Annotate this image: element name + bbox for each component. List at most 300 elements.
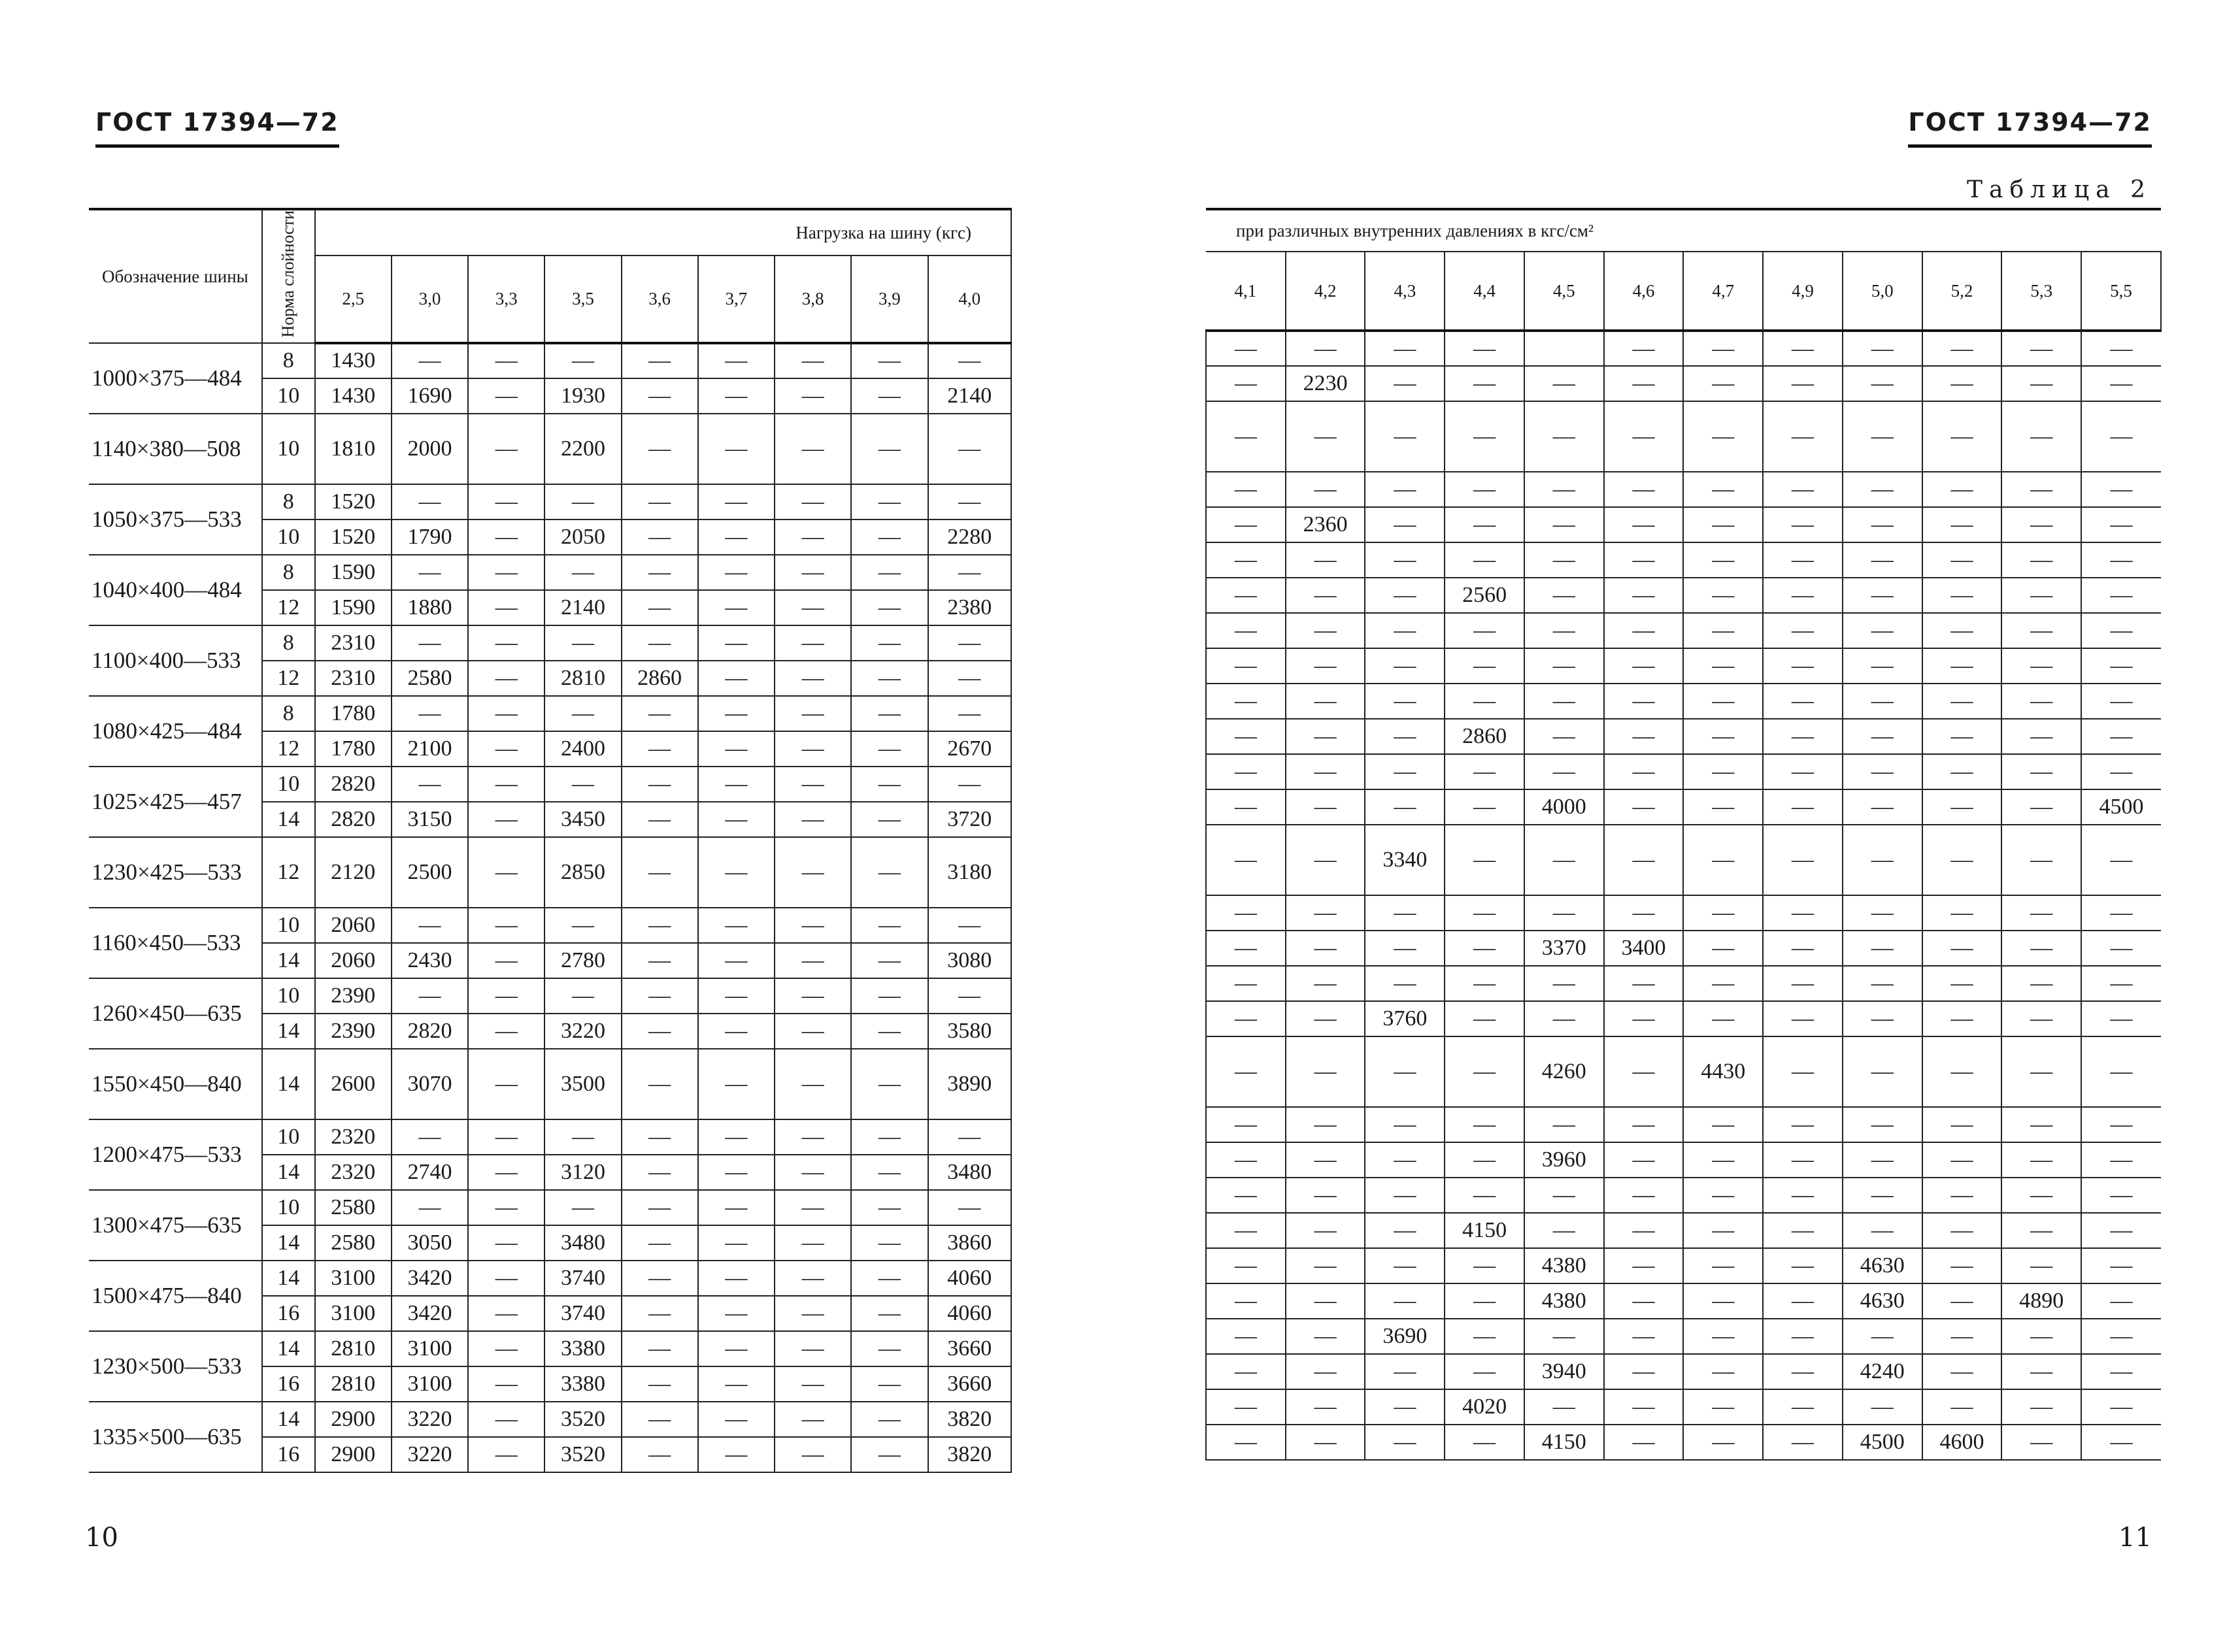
load-value: — (851, 1225, 928, 1261)
load-value: — (928, 625, 1012, 661)
load-value: — (775, 837, 851, 908)
load-value: 3340 (1365, 825, 1445, 895)
load-value: — (1922, 1213, 2002, 1248)
load-value: — (1683, 1319, 1763, 1354)
load-value: — (2081, 966, 2161, 1001)
load-value: — (1524, 472, 1604, 507)
ply-rating: 10 (262, 767, 315, 802)
load-value: — (1683, 754, 1763, 789)
ply-rating: 14 (262, 1331, 315, 1366)
load-value: — (698, 343, 775, 378)
load-value: — (1365, 472, 1445, 507)
load-value: — (1604, 1213, 1684, 1248)
load-value: — (1206, 648, 1286, 684)
tire-designation: 1200×475—533 (89, 1119, 262, 1190)
table-row (89, 555, 1011, 590)
load-value: — (1604, 472, 1684, 507)
tire-designation: 1140×380—508 (89, 414, 262, 484)
ply-rating: 8 (262, 625, 315, 661)
load-value: — (1365, 542, 1445, 578)
load-value: — (2081, 684, 2161, 719)
load-value: 2390 (315, 1014, 392, 1049)
load-value: — (1286, 754, 1365, 789)
load-value: — (2001, 331, 2081, 366)
load-value: 3860 (928, 1225, 1012, 1261)
load-value: — (1763, 1425, 1843, 1460)
load-value: — (775, 661, 851, 696)
load-value: — (1365, 1142, 1445, 1178)
load-value: 3660 (928, 1331, 1012, 1366)
load-value: — (1286, 613, 1365, 648)
load-value: — (698, 1437, 775, 1472)
load-value: — (2001, 578, 2081, 613)
load-value: — (851, 590, 928, 625)
ply-rating: 8 (262, 555, 315, 590)
load-value: — (2001, 1319, 2081, 1354)
load-value: — (851, 520, 928, 555)
load-value: — (2001, 1001, 2081, 1036)
load-value: — (1922, 684, 2002, 719)
load-value: — (1683, 1142, 1763, 1178)
load-value: — (1206, 931, 1286, 966)
load-value: — (1286, 684, 1365, 719)
load-value: — (698, 767, 775, 802)
table-row (89, 837, 1011, 908)
load-value: — (2081, 1248, 2161, 1283)
load-value: 3220 (392, 1437, 468, 1472)
table-row (1206, 966, 2161, 1001)
page-number-left: 10 (85, 1523, 118, 1553)
load-value: 3820 (928, 1437, 1012, 1472)
load-value: 3220 (544, 1014, 621, 1049)
load-value: — (1286, 719, 1365, 754)
load-value: — (1843, 578, 1922, 613)
load-value: 1880 (392, 590, 468, 625)
load-value: — (2001, 1213, 2081, 1248)
load-value: 2230 (1286, 366, 1365, 401)
load-value: — (1286, 1036, 1365, 1107)
load-value: — (775, 1119, 851, 1155)
table-row (1206, 719, 2161, 754)
load-value: — (1286, 966, 1365, 1001)
load-value: — (851, 1261, 928, 1296)
pressure-column-header: 5,0 (1843, 252, 1922, 331)
load-value: — (1763, 1213, 1843, 1248)
load-value: 4380 (1524, 1248, 1604, 1283)
load-value: — (1922, 401, 2002, 472)
load-value: — (1922, 1248, 2002, 1283)
table-row (89, 1331, 1011, 1366)
table-row (89, 625, 1011, 661)
load-value: — (1843, 1178, 1922, 1213)
load-value: — (851, 484, 928, 520)
standard-header-right: ГОСТ 17394—72 (1908, 108, 2152, 148)
load-value: — (1445, 613, 1524, 648)
load-value: — (2081, 472, 2161, 507)
load-value: — (1922, 613, 2002, 648)
load-value: 2140 (544, 590, 621, 625)
load-value: — (698, 555, 775, 590)
load-value: — (622, 802, 698, 837)
tire-designation: 1040×400—484 (89, 555, 262, 625)
load-value: — (468, 837, 544, 908)
load-value: — (1843, 1107, 1922, 1142)
load-value: — (2001, 1389, 2081, 1425)
load-value: — (1604, 1142, 1684, 1178)
load-value: — (1763, 895, 1843, 931)
ply-rating: 10 (262, 1119, 315, 1155)
load-value: — (698, 978, 775, 1014)
load-value: — (1604, 966, 1684, 1001)
load-value: — (698, 1049, 775, 1119)
load-value: — (468, 520, 544, 555)
ply-rating: 14 (262, 1014, 315, 1049)
load-value: — (1445, 1001, 1524, 1036)
load-value: — (775, 1296, 851, 1331)
load-value: — (468, 802, 544, 837)
load-value: — (775, 1190, 851, 1225)
load-value: — (2001, 1178, 2081, 1213)
load-value: 1690 (392, 378, 468, 414)
load-value: — (1524, 1213, 1604, 1248)
load-value: — (2081, 825, 2161, 895)
load-value: — (928, 1190, 1012, 1225)
load-value: — (1843, 401, 1922, 472)
pressure-column-header: 2,5 (315, 256, 392, 342)
load-value: 1430 (315, 378, 392, 414)
load-value: — (698, 1014, 775, 1049)
load-value: — (851, 414, 928, 484)
load-value: — (1524, 578, 1604, 613)
table-number: Таблица 2 (1967, 176, 2152, 203)
load-value: — (1524, 1001, 1604, 1036)
load-value: — (2081, 331, 2161, 366)
load-value: — (928, 555, 1012, 590)
load-value: — (928, 978, 1012, 1014)
load-value: 2580 (315, 1190, 392, 1225)
table-row (1206, 366, 2161, 401)
tire-designation: 1260×450—635 (89, 978, 262, 1049)
load-value: — (1683, 931, 1763, 966)
load-value: — (1206, 719, 1286, 754)
load-value: — (1286, 825, 1365, 895)
load-value: — (1604, 1319, 1684, 1354)
ply-rating: 10 (262, 1190, 315, 1225)
load-value: — (468, 1119, 544, 1155)
load-value: — (1683, 966, 1763, 1001)
load-value: 2820 (315, 767, 392, 802)
tire-designation: 1000×375—484 (89, 343, 262, 414)
table-row (1206, 1142, 2161, 1178)
load-value: — (1286, 789, 1365, 825)
table-row (89, 908, 1011, 943)
load-value: — (1922, 648, 2002, 684)
load-value: — (1843, 472, 1922, 507)
load-value: — (1763, 719, 1843, 754)
load-value: — (775, 767, 851, 802)
load-value: 2000 (392, 414, 468, 484)
load-value: — (1922, 1389, 2002, 1425)
load-value: — (468, 1261, 544, 1296)
load-value: — (851, 731, 928, 767)
table-row (1206, 1283, 2161, 1319)
load-value: — (468, 1049, 544, 1119)
load-value: — (1365, 1283, 1445, 1319)
pressure-column-header: 3,5 (544, 256, 621, 342)
load-value: — (1286, 472, 1365, 507)
load-value: — (698, 908, 775, 943)
table-row (1206, 507, 2161, 542)
table-row (89, 696, 1011, 731)
load-value: — (622, 1296, 698, 1331)
tire-designation: 1300×475—635 (89, 1190, 262, 1261)
load-value: 2100 (392, 731, 468, 767)
load-value: 3100 (392, 1366, 468, 1402)
load-value: — (1206, 1213, 1286, 1248)
pressure-column-header: 4,0 (928, 256, 1012, 342)
load-value: — (1286, 1354, 1365, 1389)
table-row (1206, 1036, 2161, 1107)
load-value: — (775, 590, 851, 625)
pressure-column-header: 3,8 (775, 256, 851, 342)
ply-rating: 16 (262, 1296, 315, 1331)
load-value: — (1445, 542, 1524, 578)
load-value: — (1524, 895, 1604, 931)
load-value: — (1365, 1213, 1445, 1248)
load-value: 3760 (1365, 1001, 1445, 1036)
load-value: 2380 (928, 590, 1012, 625)
load-value: — (851, 1014, 928, 1049)
load-value: — (1683, 1354, 1763, 1389)
load-value: — (1206, 1248, 1286, 1283)
load-value: — (2081, 1107, 2161, 1142)
load-value: — (1365, 578, 1445, 613)
load-value: — (1843, 331, 1922, 366)
load-value: — (622, 1402, 698, 1437)
load-value: — (1286, 1142, 1365, 1178)
load-value: 3500 (544, 1049, 621, 1119)
load-value: — (2001, 1142, 2081, 1178)
load-value: — (2001, 401, 2081, 472)
load-value: — (698, 1296, 775, 1331)
load-value: — (1604, 719, 1684, 754)
load-value: 3450 (544, 802, 621, 837)
load-value: — (468, 1331, 544, 1366)
load-value: — (1445, 825, 1524, 895)
load-value: — (1604, 825, 1684, 895)
load-value: 2860 (1445, 719, 1524, 754)
load-value: — (698, 802, 775, 837)
ply-rating: 14 (262, 1049, 315, 1119)
load-value: 4150 (1524, 1425, 1604, 1460)
load-value: 3100 (392, 1331, 468, 1366)
ply-rating: 10 (262, 520, 315, 555)
load-value: 2400 (544, 731, 621, 767)
load-value: — (2001, 507, 2081, 542)
load-value: — (2081, 1213, 2161, 1248)
tire-designation: 1335×500—635 (89, 1402, 262, 1472)
load-value: — (1683, 684, 1763, 719)
load-value: — (1683, 507, 1763, 542)
load-value: 2810 (315, 1366, 392, 1402)
load-value: — (928, 767, 1012, 802)
load-value: — (622, 1225, 698, 1261)
load-value: 1790 (392, 520, 468, 555)
load-value: 2900 (315, 1437, 392, 1472)
load-value: 2500 (392, 837, 468, 908)
load-value: — (1445, 1178, 1524, 1213)
load-value: 3380 (544, 1331, 621, 1366)
load-value: 3420 (392, 1261, 468, 1296)
load-value: 1520 (315, 484, 392, 520)
load-value: — (392, 696, 468, 731)
load-value: — (1763, 578, 1843, 613)
load-value: — (1286, 331, 1365, 366)
load-value: — (1763, 613, 1843, 648)
tire-designation: 1160×450—533 (89, 908, 262, 978)
load-value: — (1286, 401, 1365, 472)
pressure-column-header: 4,9 (1763, 252, 1843, 331)
load-value: — (1286, 1001, 1365, 1036)
load-value: — (1445, 931, 1524, 966)
load-value: — (468, 1437, 544, 1472)
load-value: — (1365, 895, 1445, 931)
table-row (89, 414, 1011, 484)
load-value: — (2001, 966, 2081, 1001)
load-value: — (698, 484, 775, 520)
load-value: 3180 (928, 837, 1012, 908)
load-value: — (1604, 754, 1684, 789)
load-value: 3940 (1524, 1354, 1604, 1389)
load-value: — (851, 343, 928, 378)
load-value: — (1206, 507, 1286, 542)
load-value: 4380 (1524, 1283, 1604, 1319)
load-value: 4060 (928, 1261, 1012, 1296)
load-value: — (1445, 401, 1524, 472)
table-row (89, 343, 1011, 378)
table-row (1206, 825, 2161, 895)
table-row (89, 1261, 1011, 1296)
load-value: — (1683, 1283, 1763, 1319)
load-value: — (775, 414, 851, 484)
load-value: — (1445, 1107, 1524, 1142)
load-value: — (622, 555, 698, 590)
load-value: — (1206, 1319, 1286, 1354)
load-value: — (1843, 719, 1922, 754)
load-value: 3580 (928, 1014, 1012, 1049)
load-value: 3100 (315, 1261, 392, 1296)
load-value: — (1763, 1248, 1843, 1283)
table-row (89, 767, 1011, 802)
load-value: — (775, 625, 851, 661)
load-value: — (698, 414, 775, 484)
load-value: — (1445, 648, 1524, 684)
load-value: — (1763, 542, 1843, 578)
table-row (1206, 895, 2161, 931)
load-value: — (622, 414, 698, 484)
load-value: 4060 (928, 1296, 1012, 1331)
tire-designation: 1500×475—840 (89, 1261, 262, 1331)
load-value: — (1206, 895, 1286, 931)
load-value: — (1843, 684, 1922, 719)
tire-designation: 1050×375—533 (89, 484, 262, 555)
load-value: — (392, 1119, 468, 1155)
load-value: — (775, 1366, 851, 1402)
load-value: — (622, 731, 698, 767)
load-value: — (1206, 684, 1286, 719)
load-value: — (2001, 648, 2081, 684)
load-value: — (2081, 1389, 2161, 1425)
ply-rating: 12 (262, 837, 315, 908)
ply-rating: 12 (262, 661, 315, 696)
load-value: 2200 (544, 414, 621, 484)
load-value: — (1843, 1319, 1922, 1354)
table-row (1206, 754, 2161, 789)
load-value: — (1604, 1425, 1684, 1460)
tire-designation: 1550×450—840 (89, 1049, 262, 1119)
load-value: — (544, 696, 621, 731)
load-value: — (468, 943, 544, 978)
load-value: — (544, 1119, 621, 1155)
load-value: — (622, 625, 698, 661)
load-value: 3400 (1604, 931, 1684, 966)
load-value: — (2001, 1425, 2081, 1460)
load-value: 4500 (2081, 789, 2161, 825)
load-value: — (1286, 648, 1365, 684)
load-value: — (698, 1366, 775, 1402)
load-value: — (468, 555, 544, 590)
designation-column-header: Обозначение шины (89, 209, 262, 343)
pressure-column-header: 4,1 (1206, 252, 1286, 331)
load-value: — (544, 908, 621, 943)
load-value: 1590 (315, 590, 392, 625)
load-value: — (1922, 578, 2002, 613)
load-value: — (622, 1366, 698, 1402)
load-value: — (1922, 1142, 2002, 1178)
load-value: — (1524, 507, 1604, 542)
load-value: 3380 (544, 1366, 621, 1402)
load-value: — (2001, 719, 2081, 754)
load-value: 4890 (2001, 1283, 2081, 1319)
load-value: — (1683, 1425, 1763, 1460)
load-value: — (2081, 1036, 2161, 1107)
load-value: — (1206, 1142, 1286, 1178)
load-value: — (1763, 366, 1843, 401)
load-value: — (544, 1190, 621, 1225)
load-value: 4430 (1683, 1036, 1763, 1107)
load-value: 1520 (315, 520, 392, 555)
load-value: — (1763, 684, 1843, 719)
load-value: — (1286, 931, 1365, 966)
table-row (89, 1402, 1011, 1437)
load-value: 3070 (392, 1049, 468, 1119)
load-value: — (2001, 895, 2081, 931)
table-row (1206, 1107, 2161, 1142)
load-value: — (1445, 1248, 1524, 1283)
load-value: — (468, 343, 544, 378)
load-value: — (775, 1014, 851, 1049)
load-value: — (1922, 542, 2002, 578)
load-value: — (1445, 507, 1524, 542)
load-value: — (851, 837, 928, 908)
load-value: — (622, 343, 698, 378)
load-value: — (468, 661, 544, 696)
load-value: 3420 (392, 1296, 468, 1331)
load-value: — (622, 767, 698, 802)
load-value: — (1922, 966, 2002, 1001)
load-value: 3100 (315, 1296, 392, 1331)
load-value: — (1843, 789, 1922, 825)
